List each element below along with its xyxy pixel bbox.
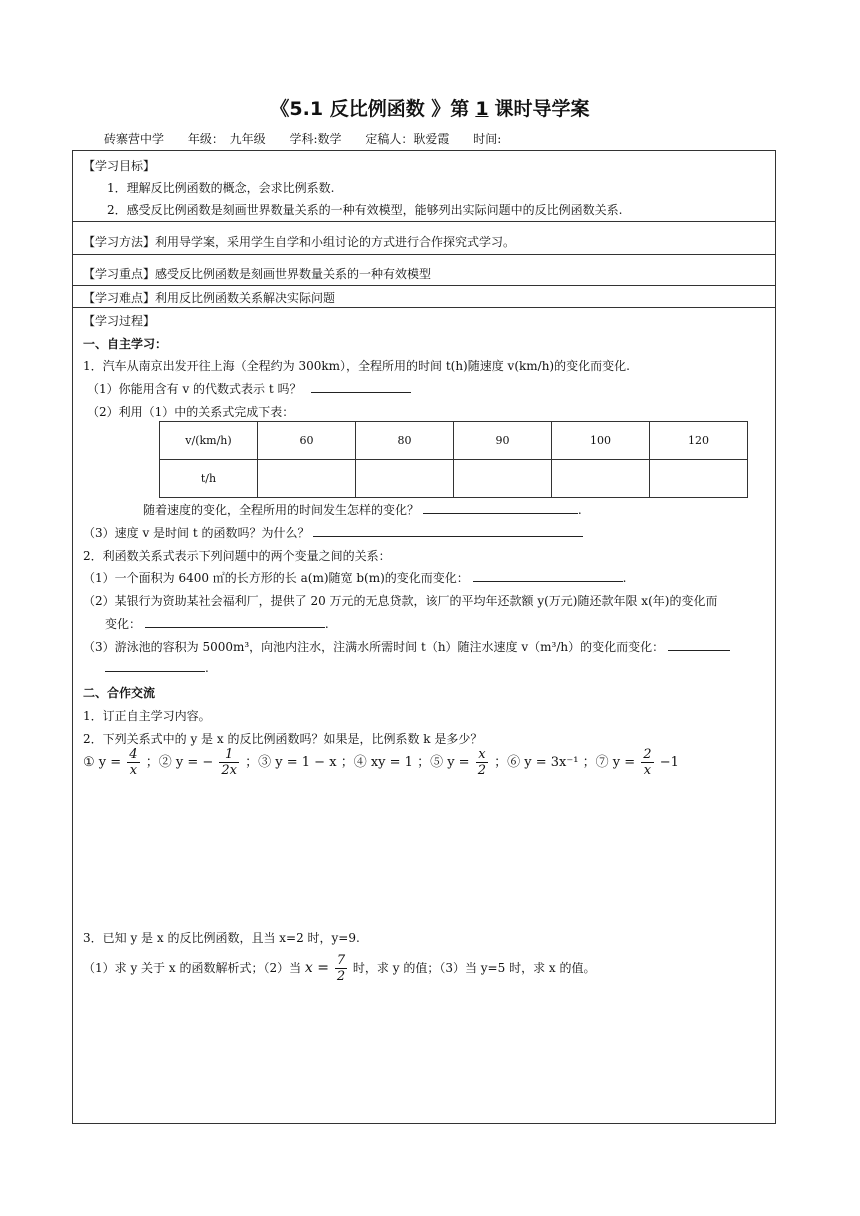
divider [73, 285, 775, 286]
school-name: 砖寨营中学 [104, 132, 165, 146]
question-1-2: （2）利用（1）中的关系式完成下表： [87, 405, 295, 419]
numerator: x [476, 747, 488, 763]
table-row [160, 460, 748, 498]
fraction [476, 747, 488, 778]
eq-5: ；⑤ y = [417, 755, 470, 770]
question-1-2b: 随着速度的变化，全程所用的时间发生怎样的变化？ . [143, 503, 582, 517]
table-cell: 80 [356, 422, 454, 460]
question-2-1-text: （1）一个面积为 6400 ㎡的长方形的长 a(m)随宽 b(m)的变化而变化： [83, 571, 469, 585]
table-empty-cell[interactable] [258, 460, 356, 498]
fraction [641, 747, 653, 778]
table-cell: 100 [552, 422, 650, 460]
fraction [127, 747, 139, 778]
process-heading: 【学习过程】 [83, 314, 156, 328]
section-cooperation: 二、合作交流 [83, 686, 156, 700]
denominator: x [129, 763, 138, 778]
coop-3-part-a: （1）求 y 关于 x 的函数解析式；（2）当 [83, 961, 302, 975]
author: 定稿人：耿爱霞 [365, 132, 450, 146]
table-cell: 90 [454, 422, 552, 460]
page-title [0, 94, 860, 121]
table-cell: 120 [650, 422, 748, 460]
meta-line [104, 130, 519, 147]
table-empty-cell[interactable] [356, 460, 454, 498]
numerator: 7 [336, 953, 346, 968]
equation-list [83, 747, 679, 778]
section-self-study: 一、自主学习： [83, 337, 168, 351]
eq-4: ；④ xy = 1 [340, 755, 413, 770]
x-variable: x = [304, 960, 329, 976]
denominator: x [643, 763, 652, 778]
table-cell: 60 [258, 422, 356, 460]
question-2-3 [83, 638, 730, 655]
question-2-3b: . [105, 659, 209, 675]
question-1: 1．汽车从南京出发开往上海（全程约为 300km），全程所用的时间 t(h)随速度 v(km/h)的变化而变化. [83, 359, 630, 373]
fraction [219, 747, 239, 778]
denominator: 2 [336, 969, 346, 984]
eq-1: ① y = [83, 755, 122, 770]
divider [73, 221, 775, 222]
question-2-2: （2）某银行为资助某社会福利厂，提供了 20 万元的无息贷款，该厂的平均年还款额 y(万元)随还款年限 x(年)的变化而 [83, 594, 718, 608]
divider [73, 307, 775, 308]
question-2-3-text: （3）游泳池的容积为 5000m³，向池内注水，注满水所需时间 t（h）随注水速度 v（m³/h）的变化而变化： [83, 640, 665, 654]
coop-3-parts [83, 953, 595, 984]
coop-1: 1．订正自主学习内容。 [83, 709, 211, 723]
question-1-2b-text: 随着速度的变化，全程所用的时间发生怎样的变化？ [143, 503, 420, 517]
subject: 学科:数学 [289, 132, 342, 146]
table-row [160, 422, 748, 460]
difficulty-row: 【学习难点】利用反比例函数关系解决实际问题 [83, 291, 336, 305]
answer-blank[interactable] [313, 524, 583, 537]
answer-blank[interactable] [145, 615, 325, 628]
numerator: 1 [219, 747, 239, 763]
lesson-frame [72, 150, 776, 1124]
eq-7-tail: −1 [659, 755, 679, 770]
goal-item: 1．理解反比例函数的概念，会求比例系数. [107, 181, 335, 195]
answer-blank[interactable] [473, 569, 623, 582]
eq-2: ；② y = − [145, 755, 214, 770]
lesson-number: 1 [475, 98, 489, 120]
eq-6: ；⑥ y = 3x⁻¹ [494, 755, 579, 770]
answer-blank[interactable] [423, 501, 578, 514]
answer-blank[interactable] [105, 659, 205, 672]
question-1-3-text: （3）速度 v 是时间 t 的函数吗？为什么？ [83, 526, 310, 540]
table-empty-cell[interactable] [650, 460, 748, 498]
table-empty-cell[interactable] [552, 460, 650, 498]
question-1-1 [87, 380, 411, 397]
question-2-2b-text: 变化： [105, 617, 142, 631]
answer-blank[interactable] [311, 380, 411, 393]
coop-2: 2．下列关系式中的 y 是 x 的反比例函数吗？如果是，比例系数 k 是多少？ [83, 732, 483, 746]
eq-7: ；⑦ y = [582, 755, 636, 770]
table-empty-cell[interactable] [454, 460, 552, 498]
method-row: 【学习方法】利用导学案，采用学生自学和小组讨论的方式进行合作探究式学习。 [83, 235, 516, 249]
eq-3: ；③ y = 1 − x [245, 755, 337, 770]
speed-time-table [159, 421, 748, 498]
goals-heading: 【学习目标】 [83, 159, 156, 173]
numerator: 2 [643, 747, 652, 762]
answer-blank[interactable] [668, 638, 730, 651]
coop-3-part-b: 时，求 y 的值；（3）当 y=5 时，求 x 的值。 [352, 961, 596, 975]
coop-3: 3．已知 y 是 x 的反比例函数，且当 x=2 时，y=9. [83, 931, 360, 945]
title-prefix: 《5.1 反比例函数 》第 [270, 98, 470, 120]
title-suffix: 课时导学案 [494, 98, 590, 120]
question-2-2b: 变化： . [105, 617, 329, 631]
question-2: 2．利函数关系式表示下列问题中的两个变量之间的关系： [83, 549, 391, 563]
denominator: 2x [221, 763, 237, 778]
time-field: 时间: [473, 132, 502, 146]
question-1-1-text: （1）你能用含有 v 的代数式表示 t 吗？ [87, 382, 302, 396]
goal-item: 2．感受反比例函数是刻画世界数量关系的一种有效模型，能够列出实际问题中的反比例函数关系. [107, 203, 623, 217]
table-header-cell: v/(km/h) [160, 422, 258, 460]
question-1-3 [83, 524, 583, 541]
table-header-cell: t/h [160, 460, 258, 498]
grade: 年级： 九年级 [187, 132, 266, 146]
fraction [335, 953, 347, 984]
key-point-row: 【学习重点】感受反比例函数是刻画世界数量关系的一种有效模型 [83, 267, 432, 281]
question-2-1: （1）一个面积为 6400 ㎡的长方形的长 a(m)随宽 b(m)的变化而变化： . [83, 571, 627, 585]
denominator: 2 [477, 763, 487, 778]
divider [73, 254, 775, 255]
numerator: 4 [129, 747, 138, 762]
